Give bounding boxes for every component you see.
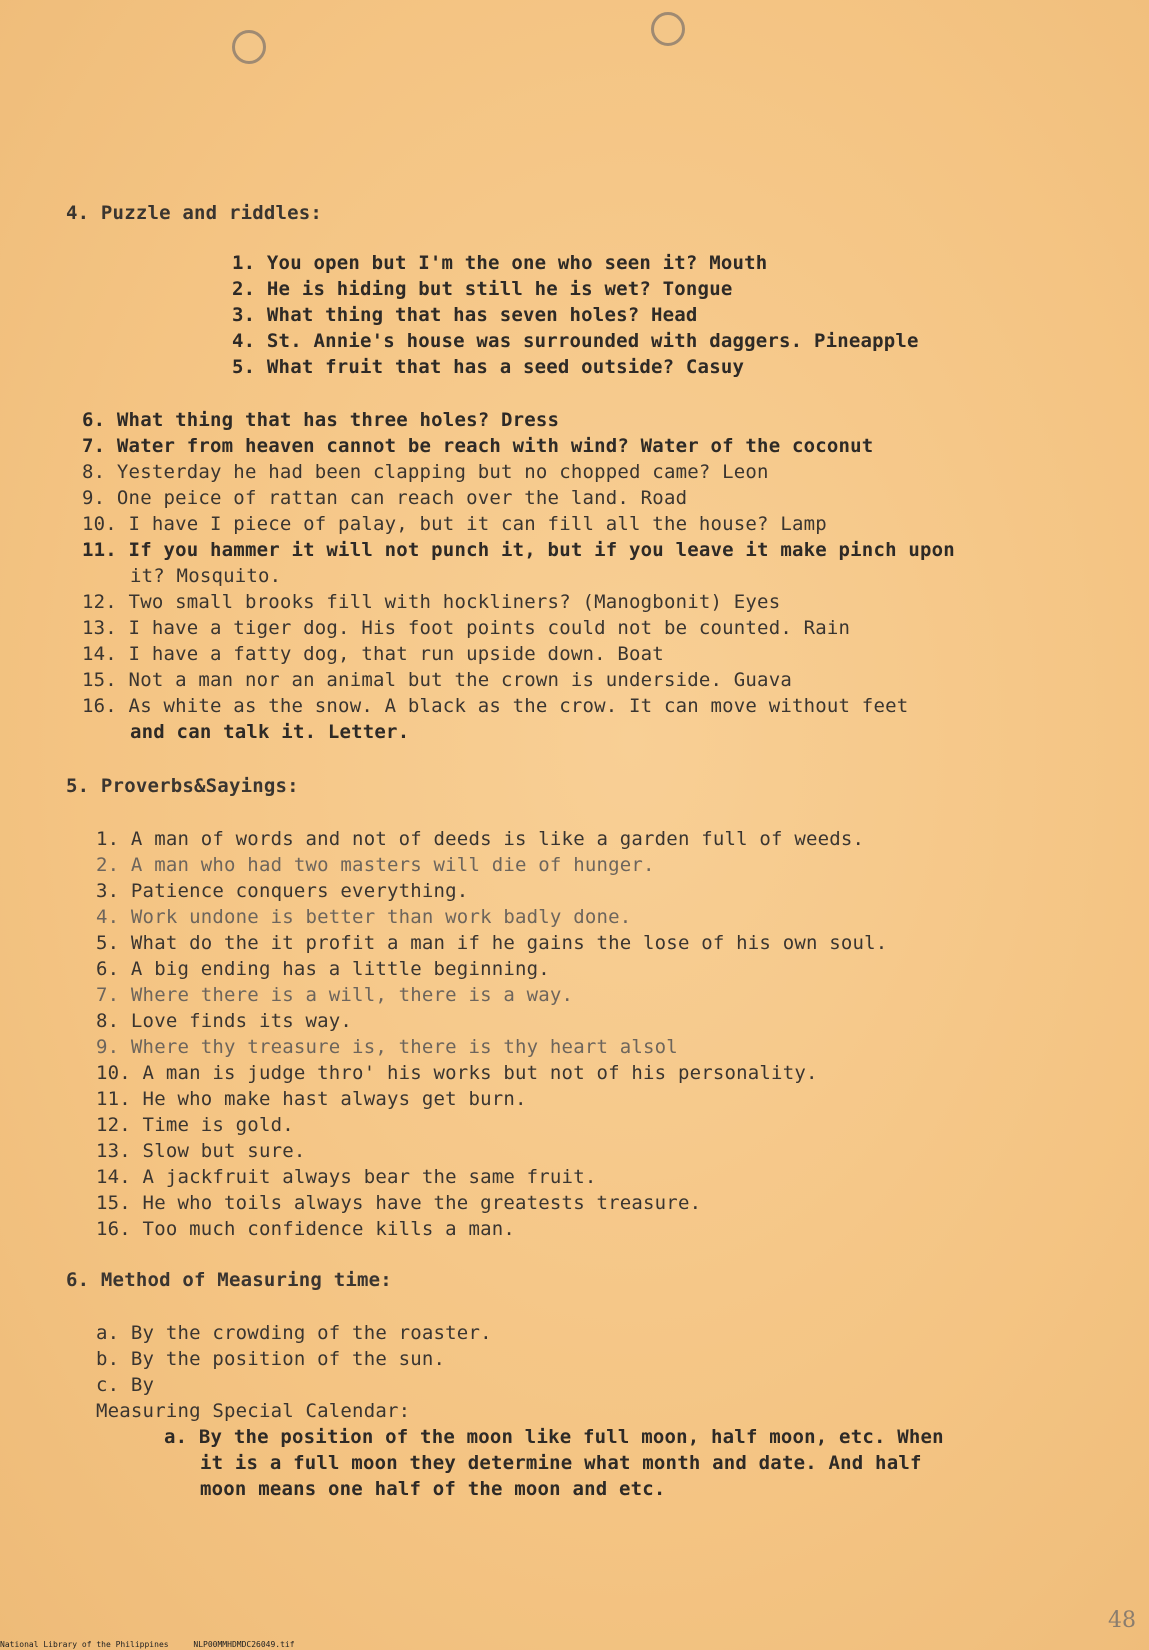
riddle-item: 1. You open but I'm the one who seen it? Mouth: [232, 252, 768, 274]
calendar-subheading: Measuring Special Calendar:: [96, 1400, 411, 1422]
handwritten-page-number: 48: [1108, 1608, 1136, 1633]
riddle-item: 15. Not a man nor an animal but the crown is underside. Guava: [82, 669, 792, 691]
riddle-item: 5. What fruit that has a seed outside? Casuy: [232, 356, 745, 378]
riddle-item: 8. Yesterday he had been clapping but no chopped came? Leon: [82, 461, 769, 483]
proverb-item: 2. A man who had two masters will die of hunger.: [96, 854, 655, 876]
archive-footer: [0, 1640, 315, 1650]
proverb-item: 4. Work undone is better than work badly done.: [96, 906, 632, 928]
riddle-item: 13. I have a tiger dog. His foot points could not be counted. Rain: [82, 617, 851, 639]
proverb-item: 8. Love finds its way.: [96, 1010, 353, 1032]
riddle-item: 7. Water from heaven cannot be reach with wind? Water of the coconut: [82, 435, 874, 457]
riddle-item: 9. One peice of rattan can reach over the land. Road: [82, 487, 688, 509]
punch-hole-left: [232, 30, 266, 64]
footer-library: National Library of the Philippines: [0, 1640, 169, 1649]
riddle-item: 6. What thing that has three holes? Dress: [82, 409, 560, 431]
method-item: c. By: [96, 1374, 155, 1396]
calendar-item-continuation: it is a full moon they determine what month and date. And half: [200, 1452, 922, 1474]
proverb-item: 15. He who toils always have the greatests treasure.: [96, 1192, 702, 1214]
proverb-item: 5. What do the it profit a man if he gains the lose of his own soul.: [96, 932, 888, 954]
proverb-item: 10. A man is judge thro' his works but not of his personality.: [96, 1062, 818, 1084]
riddle-item-continuation: and can talk it. Letter.: [130, 721, 410, 743]
riddle-item-continuation: it? Mosquito.: [130, 565, 282, 587]
section-heading-puzzles: 4. Puzzle and riddles:: [66, 202, 323, 224]
proverb-item: 12. Time is gold.: [96, 1114, 294, 1136]
proverb-item: 16. Too much confidence kills a man.: [96, 1218, 516, 1240]
riddle-item: 10. I have I piece of palay, but it can fill all the house? Lamp: [82, 513, 827, 535]
riddle-item: 16. As white as the snow. A black as the crow. It can move without feet: [82, 695, 909, 717]
riddle-item: 11. If you hammer it will not punch it, but if you leave it make pinch upon: [82, 539, 955, 561]
footer-file: NLP00MMHDMDC26049.tif: [193, 1640, 295, 1649]
riddle-item: 12. Two small brooks fill with hockliners? (Manogbonit) Eyes: [82, 591, 781, 613]
proverb-item: 3. Patience conquers everything.: [96, 880, 469, 902]
riddle-item: 14. I have a fatty dog, that run upside down. Boat: [82, 643, 664, 665]
riddle-item: 3. What thing that has seven holes? Head: [232, 304, 698, 326]
proverb-item: 6. A big ending has a little beginning.: [96, 958, 550, 980]
proverb-item: 13. Slow but sure.: [96, 1140, 306, 1162]
proverb-item: 9. Where thy treasure is, there is thy heart alsol: [96, 1036, 678, 1058]
method-item: a. By the crowding of the roaster.: [96, 1322, 492, 1344]
method-item: b. By the position of the sun.: [96, 1348, 446, 1370]
section-heading-proverbs: 5. Proverbs&Sayings:: [66, 775, 299, 797]
proverb-item: 1. A man of words and not of deeds is like a garden full of weeds.: [96, 828, 865, 850]
calendar-item-continuation: moon means one half of the moon and etc.: [200, 1478, 666, 1500]
riddle-item: 4. St. Annie's house was surrounded with daggers. Pineapple: [232, 330, 919, 352]
proverb-item: 7. Where there is a will, there is a way.: [96, 984, 574, 1006]
calendar-item: a. By the position of the moon like full moon, half moon, etc. When: [164, 1426, 944, 1448]
section-heading-measuring-time: 6. Method of Measuring time:: [66, 1269, 392, 1291]
proverb-item: 14. A jackfruit always bear the same fruit.: [96, 1166, 597, 1188]
riddle-item: 2. He is hiding but still he is wet? Tongue: [232, 278, 733, 300]
punch-hole-right: [651, 12, 685, 46]
proverb-item: 11. He who make hast always get burn.: [96, 1088, 527, 1110]
